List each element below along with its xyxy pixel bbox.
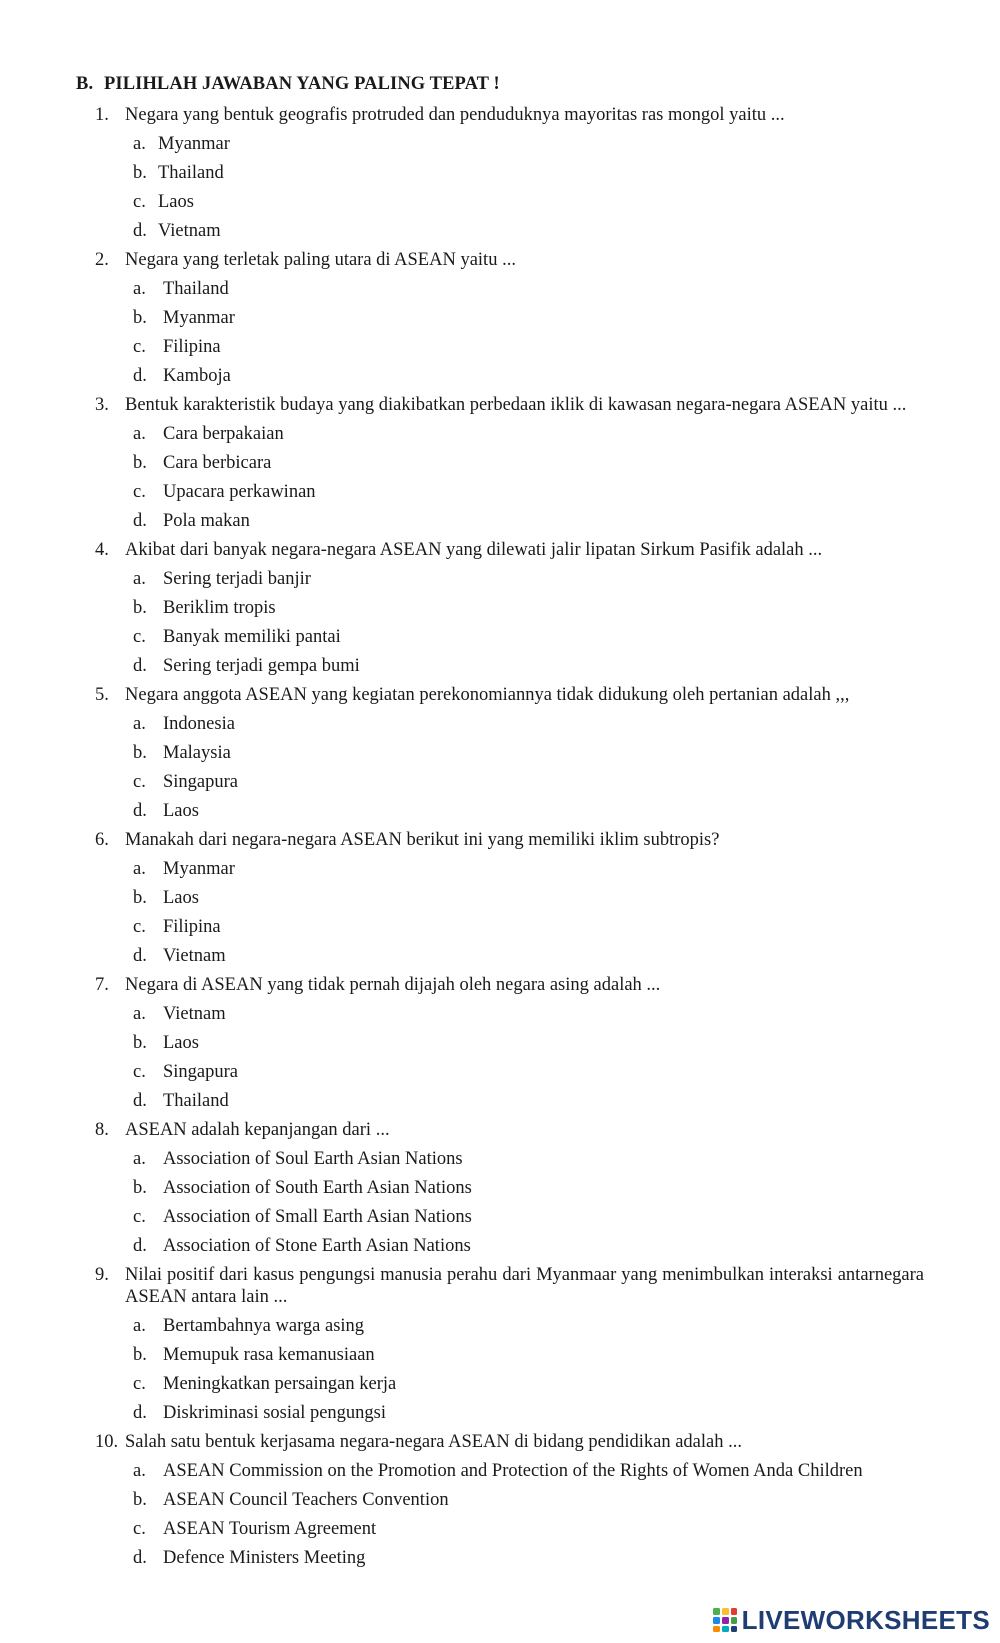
question-3	[0, 391, 1000, 536]
question-number: 5.	[95, 685, 109, 705]
question-6	[0, 826, 1000, 971]
answer-option[interactable]	[0, 275, 1000, 304]
option-letter: c.	[133, 482, 146, 502]
option-letter: a.	[133, 714, 146, 734]
option-text: Laos	[163, 1033, 199, 1053]
option-letter: a.	[133, 1316, 146, 1336]
answer-option[interactable]	[0, 739, 1000, 768]
answer-option[interactable]	[0, 1058, 1000, 1087]
option-letter: b.	[133, 163, 147, 183]
option-letter: a.	[133, 134, 146, 154]
answer-option[interactable]	[0, 362, 1000, 391]
answer-option[interactable]	[0, 884, 1000, 913]
logo-text: LIVEWORKSHEETS	[741, 1604, 990, 1635]
answer-option[interactable]	[0, 1544, 1000, 1573]
option-letter: d.	[133, 801, 147, 821]
answer-option[interactable]	[0, 478, 1000, 507]
question-text-row	[0, 971, 1000, 1000]
option-letter: a.	[133, 1149, 146, 1169]
question-8	[0, 1116, 1000, 1261]
answer-option[interactable]	[0, 623, 1000, 652]
option-text: Cara berpakaian	[163, 424, 284, 444]
option-text: Association of South Earth Asian Nations	[163, 1178, 472, 1198]
option-text: Cara berbicara	[163, 453, 272, 473]
answer-option[interactable]	[0, 652, 1000, 681]
option-letter: d.	[133, 1091, 147, 1111]
answer-option[interactable]	[0, 1000, 1000, 1029]
question-text-row	[0, 101, 1000, 130]
option-text: Myanmar	[163, 859, 235, 879]
question-text-row	[0, 246, 1000, 275]
option-letter: d.	[133, 1548, 147, 1568]
question-text: ASEAN adalah kepanjangan dari ...	[125, 1120, 390, 1140]
answer-option[interactable]	[0, 1174, 1000, 1203]
answer-option[interactable]	[0, 420, 1000, 449]
option-text: Kamboja	[163, 366, 231, 386]
answer-option[interactable]	[0, 217, 1000, 246]
answer-option[interactable]	[0, 1457, 1000, 1486]
question-10	[0, 1428, 1000, 1573]
option-letter: b.	[133, 1490, 147, 1510]
question-number: 7.	[95, 975, 109, 995]
answer-option[interactable]	[0, 449, 1000, 478]
option-text: Vietnam	[163, 1004, 226, 1024]
option-text: Thailand	[163, 279, 229, 299]
option-letter: b.	[133, 888, 147, 908]
option-text: Filipina	[163, 917, 221, 937]
option-text: Vietnam	[163, 946, 226, 966]
answer-option[interactable]	[0, 333, 1000, 362]
option-letter: c.	[133, 917, 146, 937]
answer-option[interactable]	[0, 710, 1000, 739]
option-text: Singapura	[163, 1062, 239, 1082]
option-letter: d.	[133, 366, 147, 386]
option-letter: b.	[133, 308, 147, 328]
question-number: 3.	[95, 395, 109, 415]
option-text: Diskriminasi sosial pengungsi	[163, 1403, 387, 1423]
question-number: 2.	[95, 250, 109, 270]
option-letter: d.	[133, 656, 147, 676]
question-4	[0, 536, 1000, 681]
option-letter: c.	[133, 1374, 146, 1394]
option-text: Sering terjadi gempa bumi	[163, 656, 360, 676]
answer-option[interactable]	[0, 913, 1000, 942]
option-letter: d.	[133, 511, 147, 531]
answer-option[interactable]	[0, 188, 1000, 217]
option-text: Bertambahnya warga asing	[163, 1316, 365, 1336]
question-number: 6.	[95, 830, 109, 850]
question-number: 4.	[95, 540, 109, 560]
question-7	[0, 971, 1000, 1116]
option-letter: a.	[133, 1004, 146, 1024]
answer-option[interactable]	[0, 1145, 1000, 1174]
option-text: Thailand	[163, 1091, 229, 1111]
option-letter: d.	[133, 221, 147, 241]
option-text: ASEAN Tourism Agreement	[163, 1519, 377, 1539]
question-number: 9.	[95, 1265, 109, 1285]
answer-option[interactable]	[0, 1341, 1000, 1370]
answer-option[interactable]	[0, 304, 1000, 333]
question-text: Negara yang bentuk geografis protruded dan penduduknya mayoritas ras mongol yaitu ...	[125, 105, 785, 125]
option-letter: c.	[133, 337, 146, 357]
option-letter: c.	[133, 1519, 146, 1539]
option-letter: a.	[133, 424, 146, 444]
answer-option[interactable]	[0, 1515, 1000, 1544]
section-heading: PILIHLAH JAWABAN YANG PALING TEPAT !	[104, 74, 500, 94]
section-title	[76, 74, 500, 95]
question-text-row	[0, 826, 1000, 855]
option-letter: a.	[133, 1461, 146, 1481]
question-text-row	[0, 536, 1000, 565]
option-text: Laos	[163, 801, 199, 821]
answer-option[interactable]	[0, 942, 1000, 971]
answer-option[interactable]	[0, 565, 1000, 594]
option-text: Association of Soul Earth Asian Nations	[163, 1149, 463, 1169]
option-text: Association of Small Earth Asian Nations	[163, 1207, 472, 1227]
option-letter: d.	[133, 1236, 147, 1256]
option-text: Laos	[163, 888, 199, 908]
option-text: Banyak memiliki pantai	[163, 627, 341, 647]
option-letter: c.	[133, 627, 146, 647]
answer-option[interactable]	[0, 797, 1000, 826]
option-text: ASEAN Council Teachers Convention	[163, 1490, 449, 1510]
question-5	[0, 681, 1000, 826]
answer-option[interactable]	[0, 768, 1000, 797]
option-text: ASEAN Commission on the Promotion and Protection of the Rights of Women Anda Children	[163, 1461, 863, 1481]
answer-option[interactable]	[0, 1370, 1000, 1399]
liveworksheets-logo-icon	[712, 1607, 738, 1633]
answer-option[interactable]	[0, 1486, 1000, 1515]
question-text: Akibat dari banyak negara-negara ASEAN yang dilewati jalir lipatan Sirkum Pasifik adalah ...	[125, 540, 823, 560]
question-text: Salah satu bentuk kerjasama negara-negara ASEAN di bidang pendidikan adalah ...	[125, 1432, 742, 1452]
question-text-row	[0, 681, 1000, 710]
question-number: 10.	[95, 1432, 119, 1452]
question-number: 8.	[95, 1120, 109, 1140]
answer-option[interactable]	[0, 159, 1000, 188]
answer-option[interactable]	[0, 1029, 1000, 1058]
option-letter: b.	[133, 1345, 147, 1365]
question-text-row	[0, 1116, 1000, 1145]
option-letter: c.	[133, 192, 146, 212]
answer-option[interactable]	[0, 855, 1000, 884]
question-text: Negara di ASEAN yang tidak pernah dijajah oleh negara asing adalah ...	[125, 975, 661, 995]
option-text: Defence Ministers Meeting	[163, 1548, 366, 1568]
option-text: Malaysia	[163, 743, 231, 763]
question-text: Nilai positif dari kasus pengungsi manusia perahu dari Myanmaar yang menimbulkan interaksi antarnegara ASEAN antara lain ...	[125, 1265, 924, 1307]
question-text: Manakah dari negara-negara ASEAN berikut ini yang memiliki iklim subtropis?	[125, 830, 720, 850]
option-text: Upacara perkawinan	[163, 482, 316, 502]
option-text: Vietnam	[158, 221, 221, 241]
option-text: Association of Stone Earth Asian Nations	[163, 1236, 471, 1256]
option-text: Memupuk rasa kemanusiaan	[163, 1345, 375, 1365]
question-text-row	[0, 1261, 1000, 1312]
question-text: Negara anggota ASEAN yang kegiatan perekonomiannya tidak didukung oleh pertanian adalah ,,,	[125, 685, 850, 705]
question-text: Negara yang terletak paling utara di ASEAN yaitu ...	[125, 250, 516, 270]
option-text: Sering terjadi banjir	[163, 569, 311, 589]
question-9	[0, 1261, 1000, 1428]
option-letter: b.	[133, 598, 147, 618]
question-text: Bentuk karakteristik budaya yang diakibatkan perbedaan iklik di kawasan negara-negara ASEAN yaitu ...	[125, 395, 907, 415]
answer-option[interactable]	[0, 1203, 1000, 1232]
answer-option[interactable]	[0, 1087, 1000, 1116]
option-text: Singapura	[163, 772, 239, 792]
question-list	[0, 101, 1000, 1573]
section-letter: B.	[76, 74, 94, 94]
option-letter: d.	[133, 1403, 147, 1423]
option-letter: c.	[133, 1062, 146, 1082]
option-letter: c.	[133, 772, 146, 792]
option-letter: c.	[133, 1207, 146, 1227]
option-letter: a.	[133, 859, 146, 879]
answer-option[interactable]	[0, 507, 1000, 536]
question-2	[0, 246, 1000, 391]
question-1	[0, 101, 1000, 246]
answer-option[interactable]	[0, 1232, 1000, 1261]
question-text-row	[0, 1428, 1000, 1457]
option-text: Pola makan	[163, 511, 250, 531]
answer-option[interactable]	[0, 1312, 1000, 1341]
option-letter: b.	[133, 453, 147, 473]
liveworksheets-logo	[712, 1605, 990, 1635]
option-text: Indonesia	[163, 714, 235, 734]
option-letter: b.	[133, 1178, 147, 1198]
option-letter: b.	[133, 743, 147, 763]
option-text: Laos	[158, 192, 194, 212]
question-text-row	[0, 391, 1000, 420]
option-letter: d.	[133, 946, 147, 966]
answer-option[interactable]	[0, 594, 1000, 623]
answer-option[interactable]	[0, 130, 1000, 159]
option-text: Myanmar	[158, 134, 230, 154]
option-text: Thailand	[158, 163, 224, 183]
option-text: Myanmar	[163, 308, 235, 328]
option-text: Filipina	[163, 337, 221, 357]
option-text: Meningkatkan persaingan kerja	[163, 1374, 397, 1394]
option-letter: b.	[133, 1033, 147, 1053]
answer-option[interactable]	[0, 1399, 1000, 1428]
question-number: 1.	[95, 105, 109, 125]
option-letter: a.	[133, 569, 146, 589]
option-text: Beriklim tropis	[163, 598, 276, 618]
option-letter: a.	[133, 279, 146, 299]
